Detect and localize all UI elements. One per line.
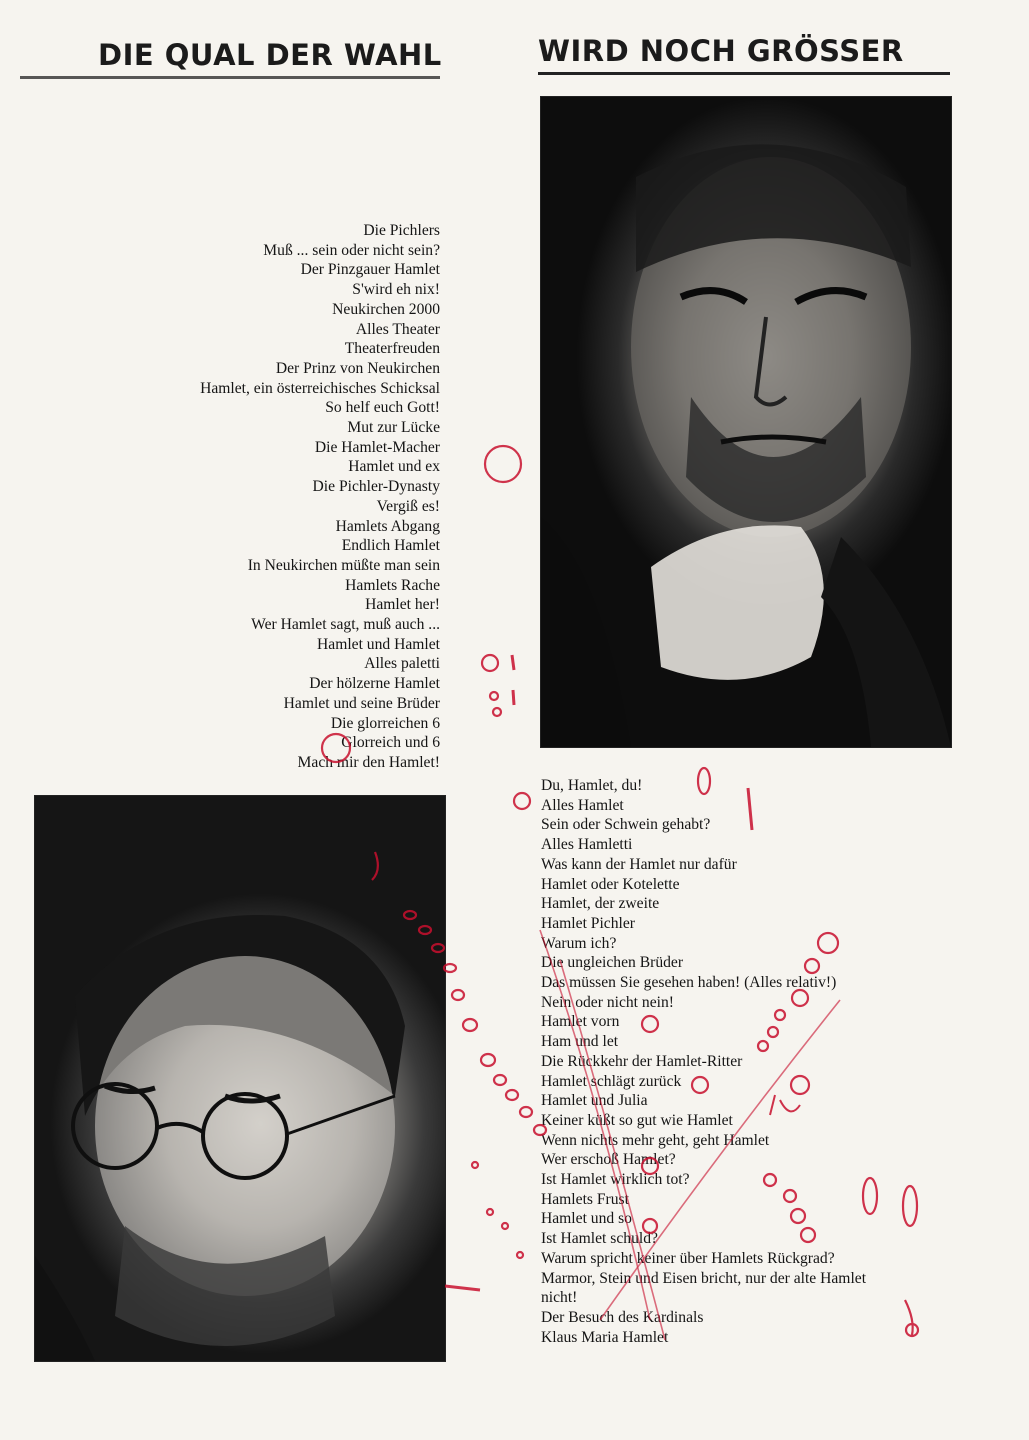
headline-left: DIE QUAL DER WAHL — [98, 38, 442, 72]
list-item: Der hölzerne Hamlet — [309, 675, 440, 693]
list-item: Vergiß es! — [376, 497, 440, 515]
list-item: Klaus Maria Hamlet — [541, 1328, 669, 1346]
list-item: Hamlet und so — [541, 1210, 632, 1228]
list-item: Was kann der Hamlet nur dafür — [541, 855, 737, 873]
headline-left-rule — [20, 76, 440, 79]
portrait-photo-bottom-art — [35, 796, 445, 1361]
list-item: Hamlets Frust — [541, 1190, 629, 1208]
list-item: Warum spricht keiner über Hamlets Rückgrad? — [541, 1249, 835, 1267]
list-item: Hamlet und seine Brüder — [283, 694, 440, 712]
list-item: Die ungleichen Brüder — [541, 954, 684, 972]
list-item: Hamlet schlägt zurück — [541, 1072, 682, 1090]
headline-right-rule — [538, 72, 950, 75]
list-item: In Neukirchen müßte man sein — [247, 556, 440, 574]
list-item: Hamlet und ex — [348, 458, 440, 476]
list-item: Hamlet vorn — [541, 1013, 620, 1031]
list-item: Hamlet oder Kotelette — [541, 875, 680, 893]
list-item: Glorreich und 6 — [341, 734, 440, 752]
list-item: Hamlet Pichler — [541, 914, 635, 932]
list-item: So helf euch Gott! — [325, 399, 440, 417]
list-item: Hamlet, ein österreichisches Schicksal — [200, 379, 440, 397]
list-item: Theaterfreuden — [344, 340, 440, 358]
list-item: Nein oder nicht nein! — [541, 993, 674, 1011]
list-item: Hamlet, der zweite — [541, 895, 660, 913]
list-item: Der Prinz von Neukirchen — [275, 359, 440, 377]
list-item: Hamlet und Julia — [541, 1092, 648, 1110]
portrait-photo-top — [540, 96, 952, 748]
list-item: Die Pichler-Dynasty — [312, 478, 440, 496]
list-item: Keiner küßt so gut wie Hamlet — [541, 1111, 733, 1129]
portrait-photo-top-art — [541, 97, 951, 747]
list-item: Wenn nichts mehr geht, geht Hamlet — [541, 1131, 770, 1149]
list-item: Warum ich? — [541, 934, 617, 952]
headline-right: WIRD NOCH GRÖSSER — [538, 34, 904, 68]
list-item: Der Pinzgauer Hamlet — [300, 261, 440, 279]
list-item: Alles Hamlet — [541, 796, 624, 814]
list-item: Hamlets Rache — [345, 576, 440, 594]
title-list-right — [541, 776, 961, 1347]
list-item: Ist Hamlet wirklich tot? — [541, 1171, 690, 1189]
list-item: Das müssen Sie gesehen haben! (Alles relativ!) — [541, 974, 837, 992]
list-item: Hamlet her! — [365, 596, 440, 614]
list-item: Wer Hamlet sagt, muß auch ... — [251, 616, 440, 634]
list-item: Die Rückkehr der Hamlet-Ritter — [541, 1052, 743, 1070]
list-item: Hamlets Abgang — [335, 517, 440, 535]
list-item: Die Hamlet-Macher — [314, 438, 440, 456]
list-item: S'wird eh nix! — [352, 281, 440, 299]
list-item: Neukirchen 2000 — [332, 300, 440, 318]
portrait-photo-bottom — [34, 795, 446, 1362]
list-item: Mut zur Lücke — [347, 419, 440, 437]
list-item: Hamlet und Hamlet — [317, 635, 440, 653]
list-item: Die Pichlers — [363, 222, 440, 239]
list-item: Du, Hamlet, du! — [541, 777, 643, 794]
list-item: Alles Hamletti — [541, 836, 633, 854]
list-item: Der Besuch des Kardinals — [541, 1308, 704, 1326]
list-item: Ist Hamlet schuld? — [541, 1230, 658, 1248]
list-item: Ham und let — [541, 1033, 619, 1051]
list-item: Muß ... sein oder nicht sein? — [263, 241, 440, 259]
list-item: Wer erschoß Hamlet? — [541, 1151, 676, 1169]
list-item: Endlich Hamlet — [341, 537, 440, 555]
list-item: Die glorreichen 6 — [330, 714, 440, 732]
list-item: Marmor, Stein und Eisen bricht, nur der alte Hamlet — [541, 1269, 867, 1287]
list-item: Alles paletti — [364, 655, 440, 673]
title-list-left — [130, 221, 440, 773]
list-item: nicht! — [541, 1289, 578, 1307]
list-item: Mach mir den Hamlet! — [297, 753, 440, 771]
list-item: Sein oder Schwein gehabt? — [541, 816, 711, 834]
list-item: Alles Theater — [355, 320, 440, 338]
